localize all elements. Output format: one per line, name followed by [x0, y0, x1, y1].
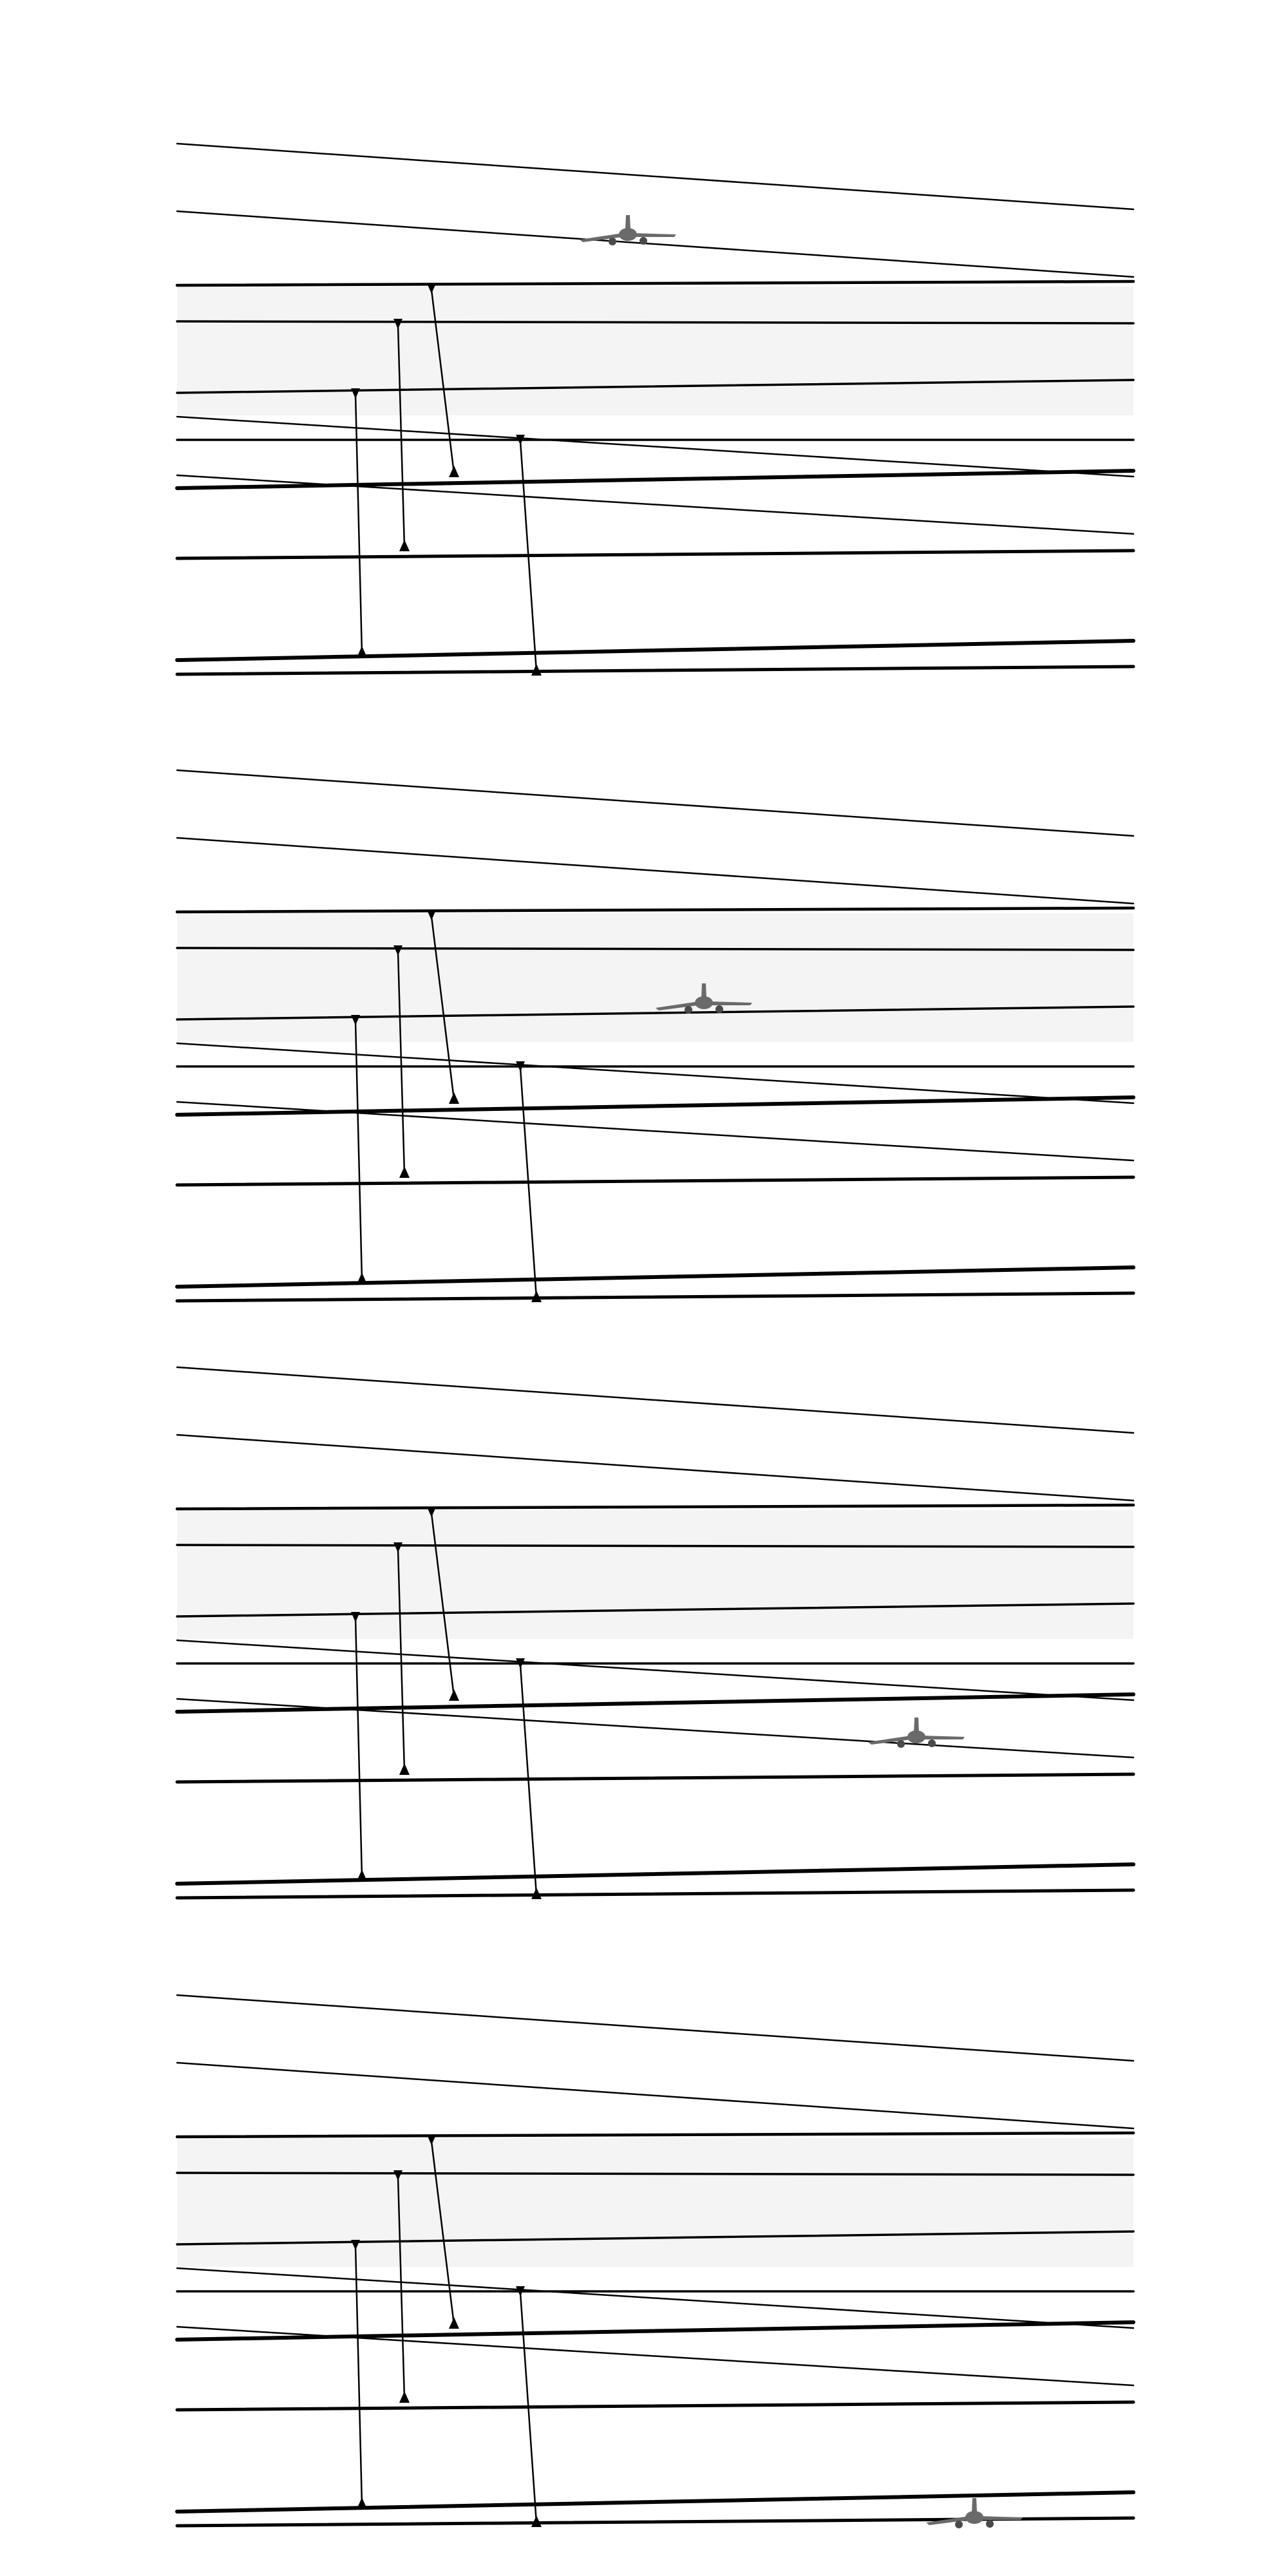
- airplane-tail: [701, 983, 706, 998]
- airplane-engine-right: [715, 1005, 723, 1013]
- airplane-fuselage: [619, 228, 637, 241]
- airplane-fuselage: [695, 996, 713, 1009]
- sky-haze: [177, 287, 1133, 415]
- airplane-engine-right: [639, 237, 647, 245]
- airplane-engine-left: [685, 1006, 692, 1014]
- airplane-tail: [972, 2498, 977, 2512]
- airplane-engine-left: [897, 1740, 905, 1748]
- sky-haze: [177, 2138, 1133, 2267]
- airplane-fuselage: [965, 2511, 983, 2524]
- airplane-fuselage: [907, 1730, 925, 1743]
- airplane-engine-left: [609, 238, 616, 245]
- airplane-engine-right: [928, 1739, 936, 1747]
- sky-haze: [177, 1510, 1133, 1639]
- airplane-tail: [625, 215, 630, 229]
- airplane-engine-right: [986, 2520, 994, 2528]
- airplane-tail: [914, 1718, 919, 1732]
- airplane-engine-left: [955, 2521, 963, 2528]
- sky-haze: [177, 913, 1133, 1042]
